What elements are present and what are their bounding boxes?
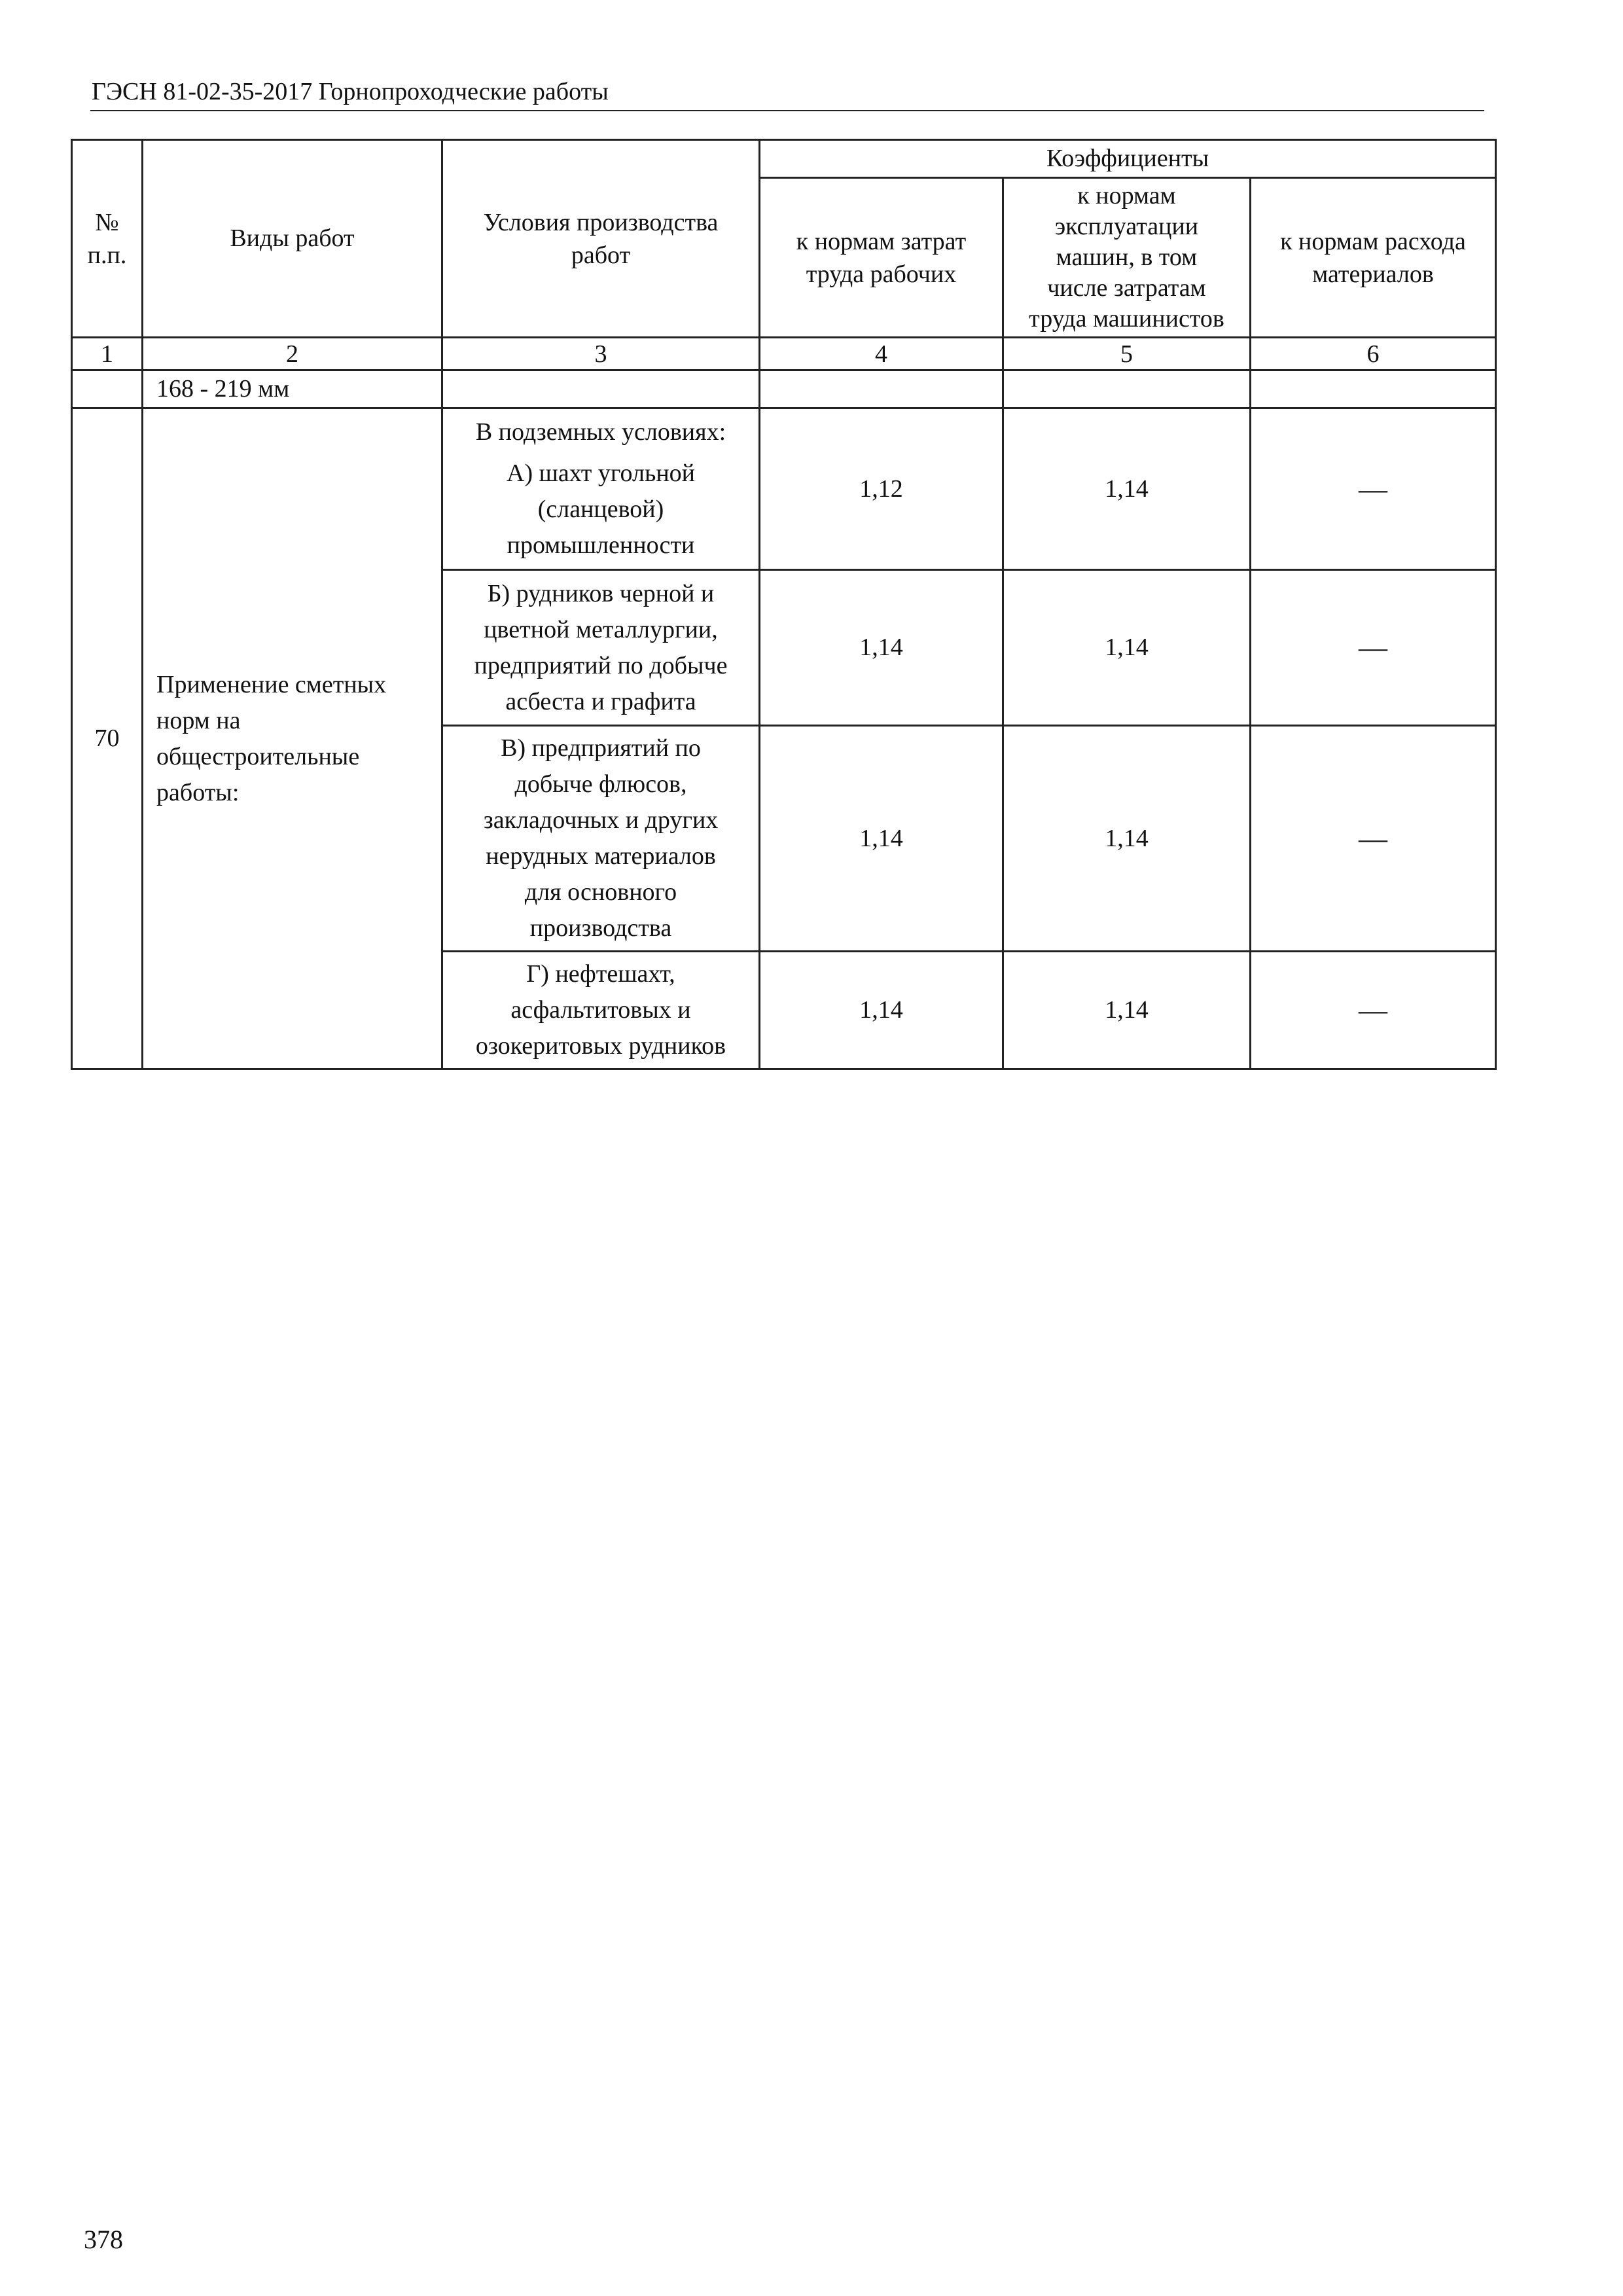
table-row (72, 408, 1496, 570)
continuation-work-type: 168 - 219 мм (143, 370, 442, 408)
header-machines-line-1: к нормам (1077, 182, 1176, 209)
column-number: 6 (1251, 338, 1496, 370)
materials-coefficient: — (1251, 726, 1496, 952)
materials-coefficient: — (1251, 570, 1496, 726)
condition-c-line-1: В) предприятий по (501, 734, 701, 762)
column-number: 4 (760, 338, 1003, 370)
item-work-type (143, 408, 442, 1069)
item-number: 70 (72, 408, 143, 1069)
header-number-line-1: № (95, 208, 119, 236)
condition-c-line-3: закладочных и других (483, 806, 719, 834)
column-numbers-row (72, 338, 1496, 370)
machines-coefficient: 1,14 (1003, 952, 1251, 1069)
condition-d-line-2: асфальтитовых и (510, 996, 691, 1024)
condition-a (442, 408, 760, 570)
header-machines (1003, 178, 1251, 338)
machines-coefficient: 1,14 (1003, 570, 1251, 726)
header-labor (760, 178, 1003, 338)
condition-c-line-6: производства (529, 914, 672, 942)
condition-c-line-4: нерудных материалов (486, 842, 716, 870)
header-machines-line-3: машин, в том (1056, 243, 1198, 271)
condition-b-line-1: Б) рудников черной и (487, 579, 715, 607)
header-conditions-line-2: работ (571, 241, 631, 269)
condition-c-line-2: добыче флюсов, (514, 770, 687, 798)
materials-coefficient: — (1251, 408, 1496, 570)
empty-cell (1003, 370, 1251, 408)
header-conditions (442, 140, 760, 338)
condition-b-line-3: предприятий по добыче (474, 651, 728, 679)
item-work-type-line-2: норм на (156, 706, 241, 734)
header-rule (90, 110, 1484, 111)
continuation-row (72, 370, 1496, 408)
header-machines-line-4: числе затратам (1047, 274, 1206, 302)
labor-coefficient: 1,14 (760, 570, 1003, 726)
labor-coefficient: 1,14 (760, 726, 1003, 952)
column-number: 3 (442, 338, 760, 370)
machines-coefficient: 1,14 (1003, 408, 1251, 570)
header-labor-line-1: к нормам затрат (796, 227, 967, 255)
empty-cell (442, 370, 760, 408)
condition-a-line-3: промышленности (507, 531, 695, 559)
condition-a-line-2: (сланцевой) (537, 495, 664, 523)
header-coefficients: Коэффициенты (760, 140, 1496, 178)
column-number: 1 (72, 338, 143, 370)
empty-cell (1251, 370, 1496, 408)
page-number: 378 (84, 2225, 123, 2254)
header-labor-line-2: труда рабочих (806, 260, 957, 288)
condition-b-line-2: цветной металлургии, (484, 615, 718, 643)
item-work-type-line-4: работы: (156, 778, 240, 806)
header-machines-line-5: труда машинистов (1029, 305, 1224, 332)
column-number: 5 (1003, 338, 1251, 370)
condition-b (442, 570, 760, 726)
condition-b-line-4: асбеста и графита (505, 687, 696, 715)
header-materials-line-2: материалов (1312, 260, 1434, 288)
header-conditions-line-1: Условия производства (483, 208, 719, 236)
header-number-line-2: п.п. (87, 241, 127, 269)
condition-c (442, 726, 760, 952)
conditions-intro: В подземных условиях: (475, 418, 726, 446)
labor-coefficient: 1,14 (760, 952, 1003, 1069)
header-machines-line-2: эксплуатации (1054, 213, 1199, 240)
condition-c-line-5: для основного (524, 878, 677, 906)
machines-coefficient: 1,14 (1003, 726, 1251, 952)
empty-cell (760, 370, 1003, 408)
column-number: 2 (143, 338, 442, 370)
header-materials (1251, 178, 1496, 338)
condition-d-line-3: озокеритовых рудников (475, 1032, 726, 1060)
labor-coefficient: 1,12 (760, 408, 1003, 570)
condition-a-line-1: А) шахт угольной (507, 459, 695, 487)
condition-d (442, 952, 760, 1069)
materials-coefficient: — (1251, 952, 1496, 1069)
document-header: ГЭСН 81-02-35-2017 Горнопроходческие работы (92, 78, 609, 105)
header-number (72, 140, 143, 338)
condition-d-line-1: Г) нефтешахт, (526, 960, 675, 988)
empty-cell (72, 370, 143, 408)
coefficients-table (71, 139, 1497, 1070)
header-work-types: Виды работ (143, 140, 442, 338)
header-materials-line-1: к нормам расхода (1280, 227, 1466, 255)
item-work-type-line-3: общестроительные (156, 742, 360, 770)
item-work-type-line-1: Применение сметных (156, 670, 387, 698)
